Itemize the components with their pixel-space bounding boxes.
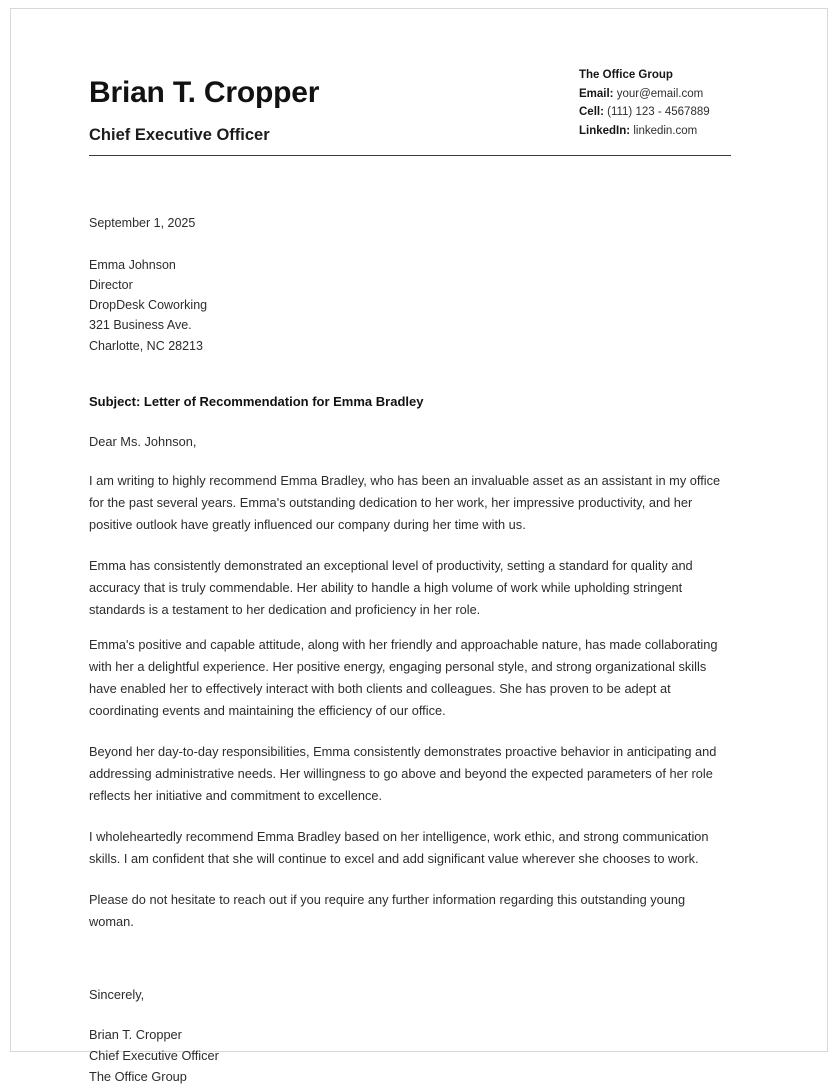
sender-name: Brian T. Cropper xyxy=(89,76,320,109)
signature-block xyxy=(89,1025,731,1087)
contact-email-value: your@email.com xyxy=(616,87,704,100)
recipient-title: Director xyxy=(89,277,133,292)
signature-name: Brian T. Cropper xyxy=(89,1027,182,1043)
signature-title: Chief Executive Officer xyxy=(89,1047,219,1063)
document-page xyxy=(10,8,828,1084)
letterhead xyxy=(89,61,731,156)
body-paragraph-3: Emma's positive and capable attitude, along with her friendly and approachable nature, has made collaborating with her a delightful experience. Her positive energy, engaging personal style, and strong organizational skills have enabled her to effectively interact with both clients and colleagues. She has proven to be adept at coordinating events and maintaining the efficiency of our office. xyxy=(89,636,718,718)
recipient-address xyxy=(89,255,731,356)
contact-linkedin xyxy=(579,122,731,141)
body-paragraph-6: Please do not hesitate to reach out if you require any further information regarding this outstanding young woman. xyxy=(89,891,686,929)
recipient-name: Emma Johnson xyxy=(89,257,176,272)
recipient-city-state-zip: Charlotte, NC 28213 xyxy=(89,338,203,353)
body-paragraph-4: Beyond her day-to-day responsibilities, Emma consistently demonstrates proactive behavior in anticipating and addressing administrative needs. Her willingness to go above and beyond the expected parameters of her role reflects her initiative and commitment to excellence. xyxy=(89,743,717,803)
body-paragraph-1: I am writing to highly recommend Emma Bradley, who has been an invaluable asset as an assistant in my office for the past several years. Emma's outstanding dedication to her work, her impressive productivity, and her positive outlook have greatly influenced our company during her time with us. xyxy=(89,473,721,533)
letter-date: September 1, 2025 xyxy=(89,215,196,230)
contact-cell-value: (111) 123 - 4567889 xyxy=(607,106,710,119)
contact-cell-label: Cell: xyxy=(579,106,604,119)
contact-organization: The Office Group xyxy=(579,69,673,81)
contact-cell xyxy=(579,103,731,122)
sender-identity xyxy=(89,61,319,146)
recipient-company: DropDesk Coworking xyxy=(89,298,208,313)
body-paragraph-5: I wholeheartedly recommend Emma Bradley based on her intelligence, work ethic, and strong communication skills. I am confident that she will continue to excel and add significant value wherever she chooses to work. xyxy=(89,828,709,866)
sender-title: Chief Executive Officer xyxy=(89,126,270,144)
contact-email-label: Email: xyxy=(579,87,614,100)
contact-linkedin-label: LinkedIn: xyxy=(579,125,631,138)
contact-email xyxy=(579,85,731,104)
subject-line: Subject: Letter of Recommendation for Emma Bradley xyxy=(89,393,424,409)
body-paragraph-2: Emma has consistently demonstrated an exceptional level of productivity, setting a standard for quality and accuracy that is truly commendable. Her ability to handle a high volume of work while upholding stringent standards is a testament to her dedication and proficiency in her role. xyxy=(89,558,693,618)
recipient-street: 321 Business Ave. xyxy=(89,318,192,333)
document-content xyxy=(89,61,731,1087)
signature-company: The Office Group xyxy=(89,1068,187,1084)
salutation: Dear Ms. Johnson, xyxy=(89,433,197,449)
contact-linkedin-value: linkedin.com xyxy=(633,125,698,138)
contact-block xyxy=(579,61,731,141)
closing: Sincerely, xyxy=(89,986,145,1002)
